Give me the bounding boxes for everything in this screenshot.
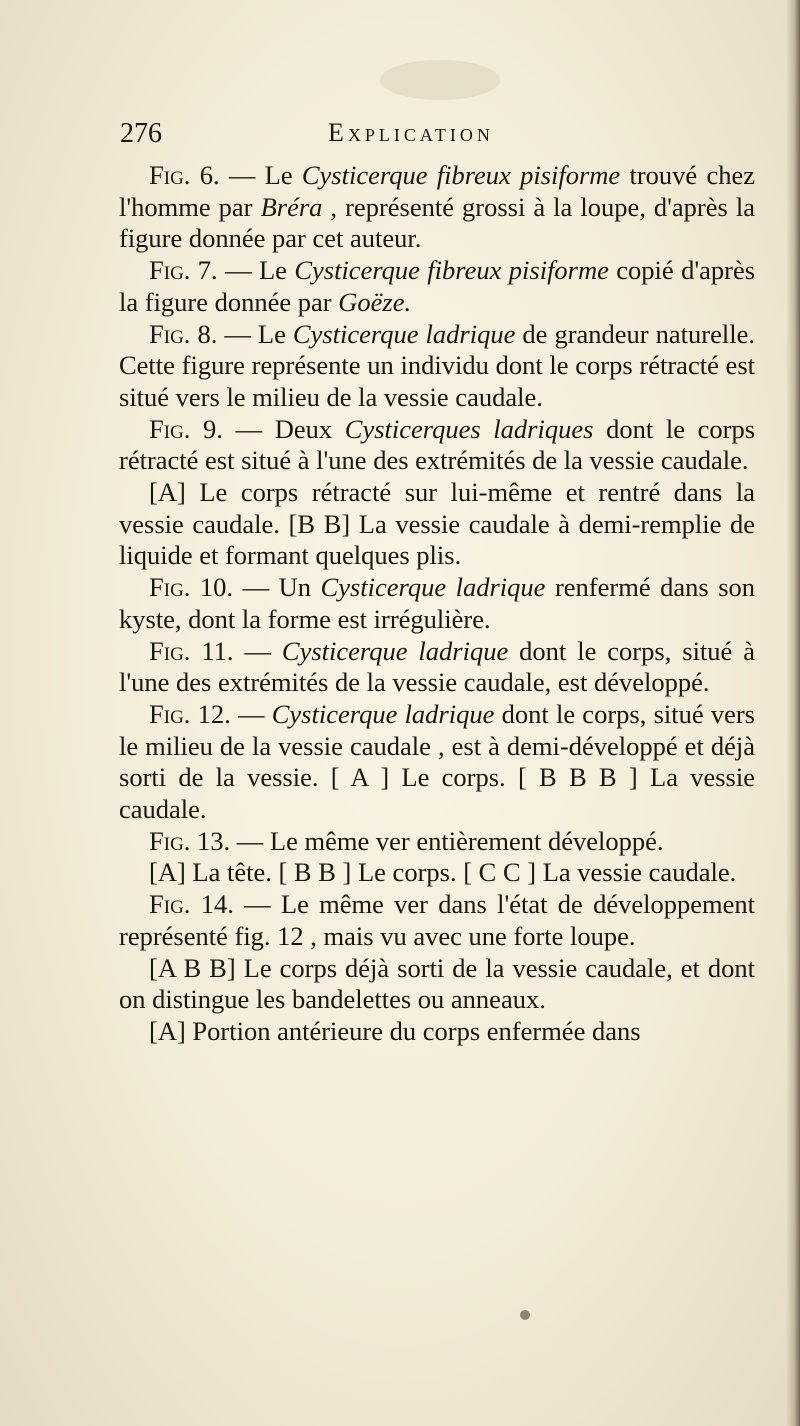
page-header xyxy=(120,118,760,158)
paragraph xyxy=(119,953,755,1016)
paragraph xyxy=(119,255,755,318)
figure-label: Fig. 11. xyxy=(149,635,234,666)
figure-label: Fig. 14. xyxy=(149,889,234,920)
text-run: [A] La tête. [ B B ] Le corps. [ C C ] La vessie caudale. xyxy=(149,857,737,888)
text-run: trouvé chez l'homme par xyxy=(119,160,755,222)
running-title: Explication xyxy=(328,118,494,147)
species-name: Cysticerques ladriques xyxy=(344,413,594,444)
species-name: Cysticerque fibreux pisiforme xyxy=(294,255,609,286)
figure-label: Fig. 7. xyxy=(149,255,218,286)
body-text xyxy=(119,160,755,1048)
figure-label: Fig. 9. xyxy=(149,413,223,444)
paragraph xyxy=(119,826,755,858)
text-run: — Deux xyxy=(222,413,345,444)
paragraph xyxy=(119,889,755,952)
text-run: représenté grossi à la loupe, d'après la figure donnée par cet auteur. xyxy=(119,191,756,254)
paragraph xyxy=(119,477,755,572)
text-run: dont le corps, situé vers le milieu de la vessie caudale , est à demi-développé et déjà sorti de la vessie. [ A ] Le corps. [ B B B ] La vessie caudale. xyxy=(119,698,755,825)
text-run: — Le même ver entièrement développé. xyxy=(230,825,664,856)
paragraph xyxy=(119,572,755,635)
species-name: Cysticerque ladrique xyxy=(281,635,509,666)
text-run: dont le corps, situé à l'une des extrémités de la vessie caudale, est développé. xyxy=(119,635,756,698)
paragraph xyxy=(119,636,755,699)
paragraph xyxy=(119,699,755,826)
species-name: Goëze. xyxy=(338,286,412,317)
text-run: de grandeur naturelle. Cette figure représente un individu dont le corps rétracté est situé vers le milieu de la vessie caudale. xyxy=(119,318,755,412)
text-run: dont le corps rétracté est situé à l'une des extrémités de la vessie caudale. xyxy=(119,413,756,476)
page-edge-shadow xyxy=(786,0,800,1426)
paragraph xyxy=(119,160,755,255)
text-run: [A B B] Le corps déjà sorti de la vessie caudale, et dont on distingue les bandelettes ou anneaux. xyxy=(119,952,755,1015)
text-run: — Le même ver dans l'état de développement représenté fig. 12 , mais vu avec une forte loupe. xyxy=(119,889,755,951)
figure-label: Fig. 13. xyxy=(149,825,231,856)
species-name: Cysticerque ladrique xyxy=(271,698,495,729)
species-name: Bréra , xyxy=(260,191,338,222)
text-run: — Un xyxy=(233,572,321,603)
paper-stain xyxy=(520,1310,530,1320)
figure-label: Fig. 12. xyxy=(149,698,231,729)
paragraph xyxy=(119,1016,755,1048)
paragraph xyxy=(119,414,755,477)
paragraph xyxy=(119,857,755,889)
species-name: Cysticerque ladrique xyxy=(320,572,546,603)
text-run: — xyxy=(230,698,272,729)
figure-label: Fig. 10. xyxy=(149,572,234,603)
species-name: Cysticerque ladrique xyxy=(292,318,516,349)
paragraph xyxy=(119,319,755,414)
text-run: renfermé dans son kyste, dont la forme est irrégulière. xyxy=(119,572,756,634)
species-name: Cysticerque fibreux pisiforme xyxy=(301,160,621,190)
figure-label: Fig. 6. xyxy=(149,160,220,190)
paper-stain xyxy=(380,60,500,100)
figure-label: Fig. 8. xyxy=(149,318,218,349)
page-number: 276 xyxy=(120,118,162,149)
text-run: [A] Le corps rétracté sur lui-même et rentré dans la vessie caudale. [B B] La vessie caudale à demi-remplie de liquide et formant quelques plis. xyxy=(119,477,755,571)
text-run: — xyxy=(233,635,282,666)
text-run: — Le xyxy=(217,255,295,286)
text-run: — Le xyxy=(219,160,302,190)
text-run: copié d'après la figure donnée par xyxy=(119,255,756,317)
text-run: — Le xyxy=(217,318,293,349)
text-run: [A] Portion antérieure du corps enfermée dans xyxy=(149,1015,641,1046)
